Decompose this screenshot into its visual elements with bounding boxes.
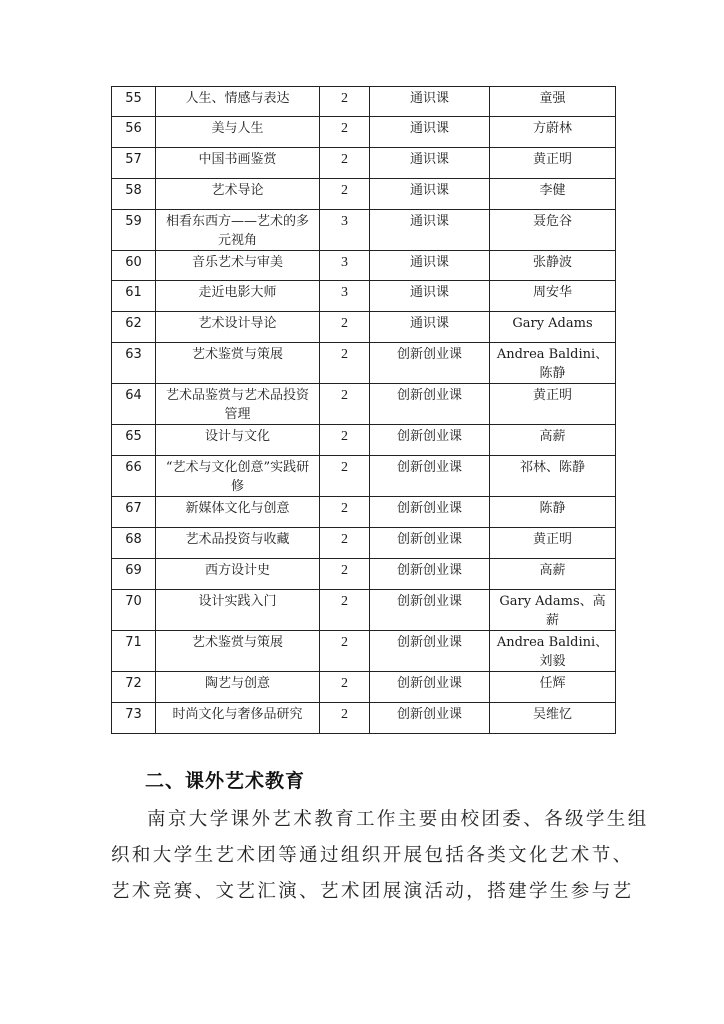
course-type: 通识课 [409, 183, 449, 198]
course-name-cell [156, 456, 320, 497]
paragraph-line: 织和大学生艺术团等通过组织开展包括各类文化艺术节、 [111, 845, 634, 866]
course-name-cell [156, 672, 320, 703]
course-teacher-cell [490, 703, 616, 734]
course-teacher: Gary Adams、高薪 [499, 594, 606, 628]
course-name: 艺术鉴赏与策展 [191, 635, 283, 650]
course-credit-cell [320, 148, 370, 179]
course-type-cell [370, 343, 490, 384]
course-number-cell [112, 251, 156, 281]
course-teacher: 陈静 [539, 501, 566, 516]
course-name: “艺术与文化创意”实践研修 [165, 460, 310, 494]
course-teacher: 黄正明 [532, 532, 572, 547]
course-teacher-cell [490, 117, 616, 148]
course-number: 58 [125, 183, 142, 198]
course-credit-cell [320, 384, 370, 425]
course-teacher: 张静波 [532, 255, 572, 270]
course-number-cell [112, 528, 156, 559]
table-row [112, 281, 616, 312]
course-teacher: Gary Adams [512, 316, 593, 331]
course-teacher-cell [490, 631, 616, 672]
course-type-cell [370, 528, 490, 559]
course-credit-cell [320, 343, 370, 384]
course-number-cell [112, 87, 156, 117]
course-credit: 2 [341, 121, 348, 136]
course-type: 通识课 [409, 152, 449, 167]
table-row [112, 497, 616, 528]
course-number-cell [112, 148, 156, 179]
course-name: 相看东西方——艺术的多元视角 [165, 214, 309, 248]
course-name: 艺术设计导论 [198, 316, 277, 331]
course-number-cell [112, 179, 156, 210]
course-name: 艺术品投资与收藏 [185, 532, 290, 547]
course-number: 66 [125, 460, 142, 475]
course-name-cell [156, 251, 320, 281]
course-teacher-cell [490, 559, 616, 590]
course-number: 56 [125, 121, 142, 136]
course-credit: 3 [341, 285, 348, 300]
course-teacher: 高薪 [539, 563, 566, 578]
course-number-cell [112, 343, 156, 384]
course-teacher: 周安华 [532, 285, 572, 300]
table-row [112, 456, 616, 497]
course-name-cell [156, 117, 320, 148]
table-row [112, 425, 616, 456]
course-number-cell [112, 631, 156, 672]
course-credit: 2 [341, 501, 348, 516]
course-number: 60 [125, 255, 142, 270]
course-credit: 2 [341, 532, 348, 547]
course-name: 艺术鉴赏与策展 [191, 347, 283, 362]
course-type: 创新创业课 [396, 460, 462, 475]
course-credit-cell [320, 312, 370, 343]
course-type: 创新创业课 [396, 676, 462, 691]
course-number-cell [112, 703, 156, 734]
course-name-cell [156, 281, 320, 312]
body-paragraph [111, 802, 649, 910]
course-type-cell [370, 87, 490, 117]
course-teacher-cell [490, 590, 616, 631]
course-teacher-cell [490, 179, 616, 210]
table-row [112, 87, 616, 117]
course-teacher-cell [490, 148, 616, 179]
course-type: 通识课 [409, 214, 449, 229]
course-teacher: Andrea Baldini、陈静 [496, 347, 609, 381]
course-number: 63 [125, 347, 142, 362]
course-number-cell [112, 672, 156, 703]
course-teacher-cell [490, 425, 616, 456]
course-teacher: 聂危谷 [532, 214, 572, 229]
course-type-cell [370, 456, 490, 497]
course-teacher-cell [490, 343, 616, 384]
course-number: 73 [125, 707, 142, 722]
table-row [112, 559, 616, 590]
course-credit-cell [320, 210, 370, 251]
course-name-cell [156, 528, 320, 559]
table-row [112, 528, 616, 559]
course-credit-cell [320, 456, 370, 497]
course-type-cell [370, 384, 490, 425]
course-credit-cell [320, 559, 370, 590]
table-row [112, 672, 616, 703]
course-number: 68 [125, 532, 142, 547]
course-number: 57 [125, 152, 142, 167]
course-type-cell [370, 210, 490, 251]
course-credit: 2 [341, 707, 348, 722]
course-type: 通识课 [409, 121, 449, 136]
course-teacher: 祁林、陈静 [519, 460, 585, 475]
course-teacher: 童强 [539, 91, 566, 106]
table-row [112, 210, 616, 251]
paragraph-line: 艺术竞赛、文艺汇演、艺术团展演活动，搭建学生参与艺 [111, 881, 634, 902]
course-teacher-cell [490, 281, 616, 312]
course-teacher: 方蔚林 [532, 121, 572, 136]
course-number-cell [112, 117, 156, 148]
course-credit: 2 [341, 429, 348, 444]
course-name: 艺术品鉴赏与艺术品投资管理 [165, 388, 309, 422]
course-type: 通识课 [409, 285, 449, 300]
course-number-cell [112, 210, 156, 251]
course-credit: 2 [341, 460, 348, 475]
course-credit-cell [320, 117, 370, 148]
course-name-cell [156, 384, 320, 425]
course-name-cell [156, 497, 320, 528]
course-type: 创新创业课 [396, 563, 462, 578]
course-credit-cell [320, 425, 370, 456]
course-type: 创新创业课 [396, 707, 462, 722]
course-credit: 3 [341, 214, 348, 229]
course-credit: 2 [341, 152, 348, 167]
course-credit-cell [320, 703, 370, 734]
course-teacher-cell [490, 384, 616, 425]
course-name: 走近电影大师 [198, 285, 277, 300]
course-type-cell [370, 631, 490, 672]
course-teacher: 任辉 [539, 676, 566, 691]
course-table-body [112, 87, 616, 734]
course-number: 55 [125, 91, 142, 106]
course-name: 陶艺与创意 [204, 676, 270, 691]
course-teacher-cell [490, 528, 616, 559]
table-row [112, 117, 616, 148]
course-name: 中国书画鉴赏 [198, 152, 277, 167]
course-name-cell [156, 210, 320, 251]
course-name-cell [156, 312, 320, 343]
course-number-cell [112, 559, 156, 590]
course-type-cell [370, 312, 490, 343]
course-credit-cell [320, 528, 370, 559]
course-type: 创新创业课 [396, 532, 462, 547]
course-credit: 2 [341, 676, 348, 691]
course-number: 69 [125, 563, 142, 578]
course-credit: 3 [341, 255, 348, 270]
course-credit: 2 [341, 563, 348, 578]
course-name: 美与人生 [211, 121, 264, 136]
table-row [112, 343, 616, 384]
course-number: 72 [125, 676, 142, 691]
table-row [112, 179, 616, 210]
course-number-cell [112, 425, 156, 456]
course-teacher: 李健 [539, 183, 566, 198]
course-number: 67 [125, 501, 142, 516]
course-credit-cell [320, 672, 370, 703]
course-name-cell [156, 425, 320, 456]
course-type: 通识课 [409, 316, 449, 331]
course-number: 64 [125, 388, 142, 403]
course-type-cell [370, 117, 490, 148]
table-row [112, 251, 616, 281]
course-type: 创新创业课 [396, 388, 462, 403]
course-number-cell [112, 590, 156, 631]
course-type: 通识课 [409, 91, 449, 106]
course-credit-cell [320, 251, 370, 281]
course-name: 设计实践入门 [198, 594, 277, 609]
course-type-cell [370, 148, 490, 179]
course-name: 音乐艺术与审美 [191, 255, 283, 270]
course-type-cell [370, 251, 490, 281]
course-teacher-cell [490, 87, 616, 117]
course-name: 西方设计史 [204, 563, 270, 578]
course-credit-cell [320, 631, 370, 672]
course-number-cell [112, 456, 156, 497]
course-number: 61 [125, 285, 142, 300]
course-credit-cell [320, 497, 370, 528]
course-type-cell [370, 559, 490, 590]
course-name-cell [156, 559, 320, 590]
course-number: 65 [125, 429, 142, 444]
course-number: 62 [125, 316, 142, 331]
course-type: 创新创业课 [396, 429, 462, 444]
table-row [112, 703, 616, 734]
course-teacher-cell [490, 456, 616, 497]
course-name-cell [156, 148, 320, 179]
course-credit: 2 [341, 91, 348, 106]
course-teacher: Andrea Baldini、刘毅 [496, 635, 609, 669]
section-heading: 二、课外艺术教育 [145, 770, 306, 792]
course-name: 艺术导论 [211, 183, 264, 198]
course-type-cell [370, 425, 490, 456]
course-type-cell [370, 672, 490, 703]
course-type: 创新创业课 [396, 635, 462, 650]
course-type-cell [370, 703, 490, 734]
course-teacher: 黄正明 [532, 152, 572, 167]
course-teacher-cell [490, 672, 616, 703]
table-row [112, 590, 616, 631]
course-name-cell [156, 703, 320, 734]
course-teacher-cell [490, 497, 616, 528]
course-name-cell [156, 179, 320, 210]
course-teacher-cell [490, 251, 616, 281]
course-credit-cell [320, 179, 370, 210]
course-type-cell [370, 179, 490, 210]
course-type: 创新创业课 [396, 347, 462, 362]
course-number: 71 [125, 635, 142, 650]
course-number: 59 [125, 214, 142, 229]
course-type-cell [370, 497, 490, 528]
course-name-cell [156, 631, 320, 672]
table-row [112, 312, 616, 343]
course-credit-cell [320, 87, 370, 117]
paragraph-line: 南京大学课外艺术教育工作主要由校团委、各级学生组 [147, 809, 649, 830]
course-credit-cell [320, 281, 370, 312]
course-type: 创新创业课 [396, 501, 462, 516]
course-name: 设计与文化 [204, 429, 270, 444]
course-name: 人生、情感与表达 [185, 91, 290, 106]
course-teacher: 吴维忆 [532, 707, 572, 722]
course-type: 创新创业课 [396, 594, 462, 609]
course-credit: 2 [341, 347, 348, 362]
course-name: 新媒体文化与创意 [185, 501, 290, 516]
course-number-cell [112, 312, 156, 343]
course-name-cell [156, 590, 320, 631]
course-credit: 2 [341, 594, 348, 609]
course-credit: 2 [341, 635, 348, 650]
course-teacher-cell [490, 312, 616, 343]
course-type-cell [370, 590, 490, 631]
course-teacher-cell [490, 210, 616, 251]
course-table [111, 86, 616, 734]
course-name-cell [156, 343, 320, 384]
course-teacher: 高薪 [539, 429, 566, 444]
course-credit: 2 [341, 316, 348, 331]
course-type: 通识课 [409, 255, 449, 270]
course-number-cell [112, 497, 156, 528]
course-number-cell [112, 384, 156, 425]
course-name: 时尚文化与奢侈品研究 [172, 707, 303, 722]
course-type-cell [370, 281, 490, 312]
table-row [112, 384, 616, 425]
course-teacher: 黄正明 [532, 388, 572, 403]
course-name-cell [156, 87, 320, 117]
table-row [112, 631, 616, 672]
course-credit-cell [320, 590, 370, 631]
course-number-cell [112, 281, 156, 312]
course-credit: 2 [341, 388, 348, 403]
course-credit: 2 [341, 183, 348, 198]
table-row [112, 148, 616, 179]
course-number: 70 [125, 594, 142, 609]
